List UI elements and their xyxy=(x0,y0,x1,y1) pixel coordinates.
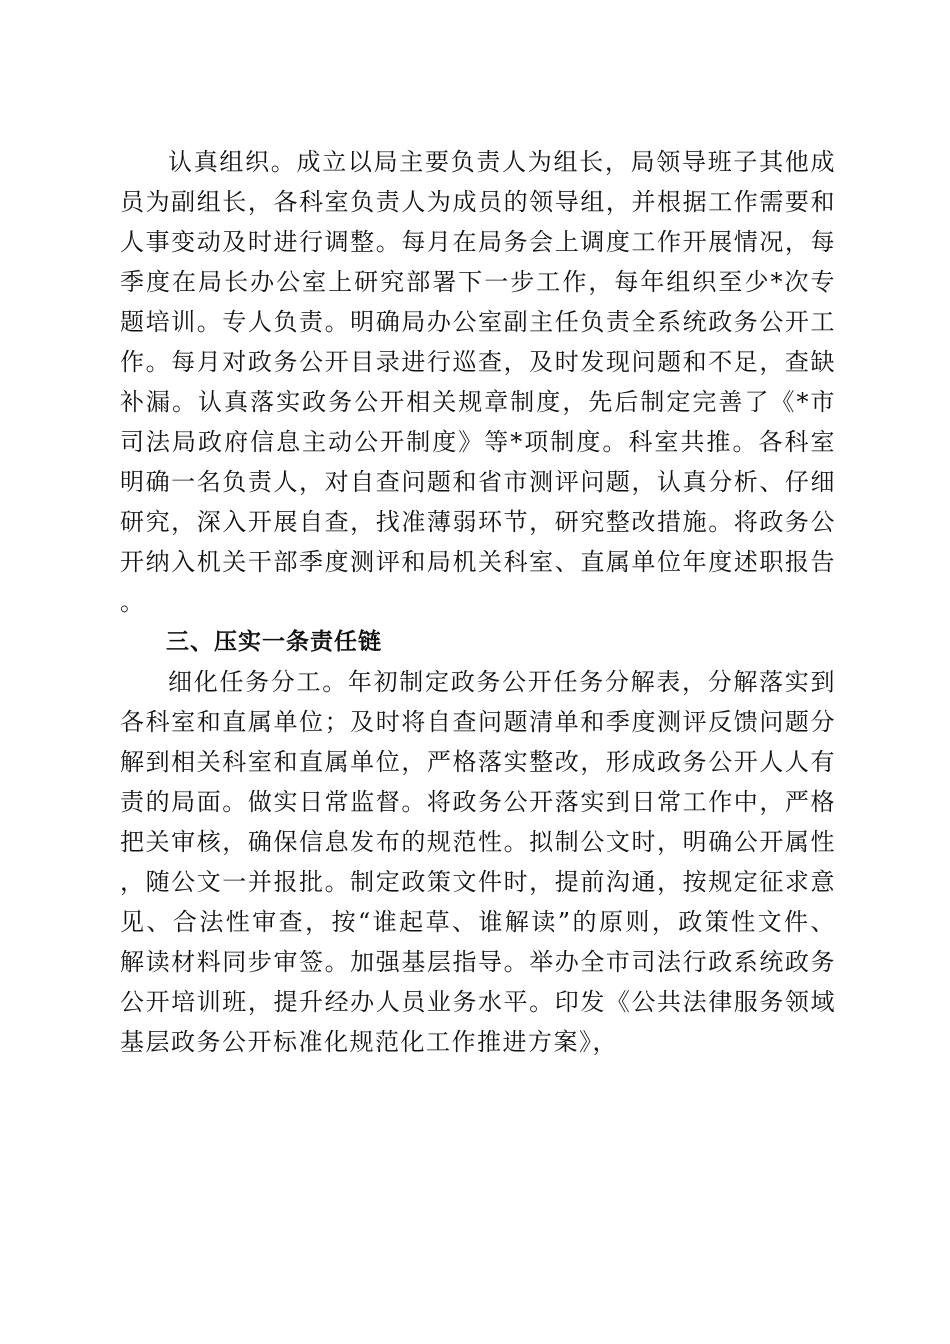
section-heading-responsibility-chain: 三、压实一条责任链 xyxy=(166,629,382,655)
document-page xyxy=(120,142,836,1062)
body-paragraph-organization: 认真组织。成立以局主要负责人为组长，局领导班子其他成员为副组长，各科室负责人为成员的领导组，并根据工作需要和人事变动及时进行调整。每月在局务会上调度工作开展情况，每季度在局长办公室上研究部署下一步工作，每年组织至少*次专题培训。专人负责。明确局办公室副主任负责全系统政务公开工作。每月对政务公开目录进行巡查，及时发现问题和不足，查缺补漏。认真落实政务公开相关规章制度，先后制定完善了《*市司法局政府信息主动公开制度》等*项制度。科室共推。各科室明确一名负责人，对自查问题和省市测评问题，认真分析、仔细研究，深入开展自查，找准薄弱环节，研究整改措施。将政务公开纳入机关干部季度测评和局机关科室、直属单位年度述职报告。 xyxy=(120,148,836,616)
body-paragraph-task-division: 细化任务分工。年初制定政务公开任务分解表，分解落实到各科室和直属单位；及时将自查问题清单和季度测评反馈问题分解到相关科室和直属单位，严格落实整改，形成政务公开人人有责的局面。做实日常监督。将政务公开落实到日常工作中，严格把关审核，确保信息发布的规范性。拟制公文时，明确公开属性，随公文一并报批。制定政策文件时，提前沟通，按规定征求意见、合法性审查，按“谁起草、谁解读”的原则，政策性文件、解读材料同步审签。加强基层指导。举办全市司法行政系统政务公开培训班，提升经办人员业务水平。印发《公共法律服务领域基层政务公开标准化规范化工作推进方案》， xyxy=(120,668,836,1056)
